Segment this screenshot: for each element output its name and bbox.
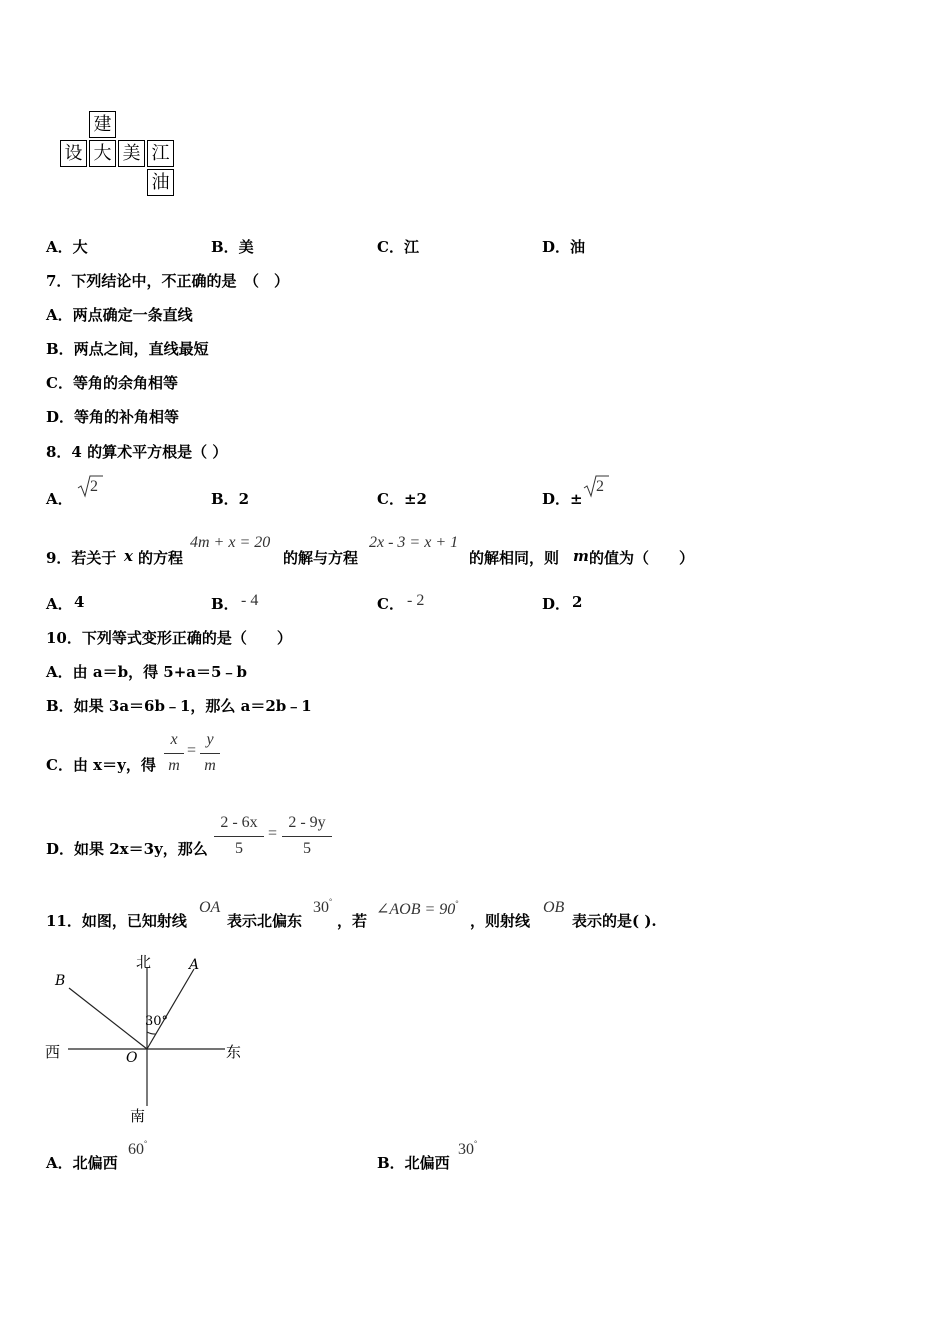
- q6-option-c: C．江: [377, 238, 419, 256]
- net-cell-she: 设: [60, 140, 87, 167]
- q10-option-c-label: C．由 x＝y，得: [46, 756, 156, 774]
- q10-d-frac1-den: 5: [235, 840, 243, 857]
- q9-option-a-value: 4: [74, 593, 85, 611]
- fraction-bar: [214, 836, 264, 837]
- q9-var-m: m: [573, 547, 589, 565]
- q11-stem-part1: 11．如图，已知射线: [46, 912, 187, 930]
- q9-stem-part3: 的解与方程: [283, 549, 359, 567]
- q8-option-c: C．±2: [377, 490, 427, 508]
- q7-option-c: C．等角的余角相等: [46, 374, 178, 392]
- q9-option-b-value: - 4: [241, 592, 259, 609]
- diagram-west-label: 西: [45, 1043, 61, 1061]
- q9-equation-2: 2x - 3 = x + 1: [369, 534, 459, 551]
- q7-option-d: D．等角的补角相等: [46, 408, 180, 426]
- q10-c-frac2-den: m: [204, 757, 216, 774]
- q9-option-b-label: B．: [211, 595, 239, 613]
- q6-option-d: D．油: [542, 238, 586, 256]
- q11-stem-part2: 表示北偏东: [227, 912, 303, 930]
- q7-stem: 7．下列结论中，不正确的是 （ ）: [46, 272, 289, 290]
- fraction-bar: [282, 836, 332, 837]
- q10-d-equals: =: [268, 825, 278, 842]
- q9-stem-part4: 的解相同，则: [469, 549, 560, 567]
- fraction-bar: [164, 753, 184, 754]
- net-cell-you: 油: [147, 169, 174, 196]
- q10-c-frac1-den: m: [168, 757, 180, 774]
- q11-option-b-label: B．北偏西: [377, 1154, 450, 1172]
- q8-stem: 8．4 的算术平方根是（ ）: [46, 443, 228, 461]
- q10-c-equals: =: [187, 742, 197, 759]
- net-cell-jiang: 江: [147, 140, 174, 167]
- q8-option-a-label: A．: [46, 490, 73, 508]
- fraction-bar: [200, 753, 220, 754]
- diagram-east-label: 东: [226, 1043, 242, 1061]
- q10-d-frac1-num: 2 - 6x: [220, 814, 258, 831]
- q9-stem-part2: 的方程: [138, 549, 184, 567]
- q8-option-b: B．2: [211, 490, 250, 508]
- q10-option-a: A．由 a＝b，得 5+a＝5﹣b: [46, 663, 247, 681]
- ray-ob: [69, 988, 147, 1049]
- diagram-south-label: 南: [130, 1107, 146, 1125]
- q9-stem-part1: 9．若关于: [46, 549, 117, 567]
- net-cell-da: 大: [89, 140, 116, 167]
- q11-stem-part3: ，若: [337, 912, 368, 930]
- q11-option-a-label: A．北偏西: [46, 1154, 118, 1172]
- q9-var-x: x: [124, 547, 133, 565]
- q6-option-a: A．大: [46, 238, 88, 256]
- q11-stem-part4: ，则射线: [470, 912, 531, 930]
- q9-option-d-value: 2: [572, 593, 583, 611]
- q8-option-d-label: D．±: [542, 490, 583, 508]
- q11-ray-oa: OA: [199, 899, 221, 916]
- q8-option-d-value: 2: [596, 478, 604, 495]
- q10-c-frac2-num: y: [206, 731, 214, 748]
- diagram-point-o: O: [126, 1050, 138, 1066]
- q9-stem-part5: 的值为（ ）: [589, 549, 695, 567]
- net-cell-mei: 美: [118, 140, 145, 167]
- q9-option-c-label: C．: [377, 595, 404, 613]
- q10-option-d-label: D．如果 2x＝3y，那么: [46, 840, 208, 858]
- q11-angle-30: 30°: [313, 897, 333, 916]
- q11-ray-ob: OB: [543, 899, 565, 916]
- q9-option-c-value: - 2: [407, 592, 425, 609]
- diagram-angle-label: 30°: [145, 1014, 169, 1029]
- q11-option-a-value: 60°: [128, 1139, 148, 1158]
- q10-d-frac2-num: 2 - 9y: [288, 814, 326, 831]
- angle-arc: [147, 1032, 156, 1034]
- q10-c-frac1-num: x: [170, 731, 178, 748]
- q7-option-a: A．两点确定一条直线: [46, 306, 193, 324]
- q9-equation-1: 4m + x = 20: [190, 534, 271, 551]
- q11-option-b-value: 30°: [458, 1139, 478, 1158]
- q10-stem: 10．下列等式变形正确的是（ ）: [46, 629, 292, 647]
- diagram-point-a: A: [189, 957, 200, 973]
- q8-option-a-value: 2: [90, 478, 98, 495]
- ray-oa: [147, 969, 194, 1049]
- q11-stem-part5: 表示的是( ).: [572, 912, 657, 930]
- q7-option-b: B．两点之间，直线最短: [46, 340, 209, 358]
- q9-option-d-label: D．: [542, 595, 571, 613]
- q6-option-b: B．美: [211, 238, 254, 256]
- q10-option-b: B．如果 3a＝6b﹣1，那么 a＝2b﹣1: [46, 697, 312, 715]
- compass-diagram: [40, 948, 250, 1128]
- q10-d-frac2-den: 5: [303, 840, 311, 857]
- diagram-point-b: B: [55, 973, 66, 989]
- q9-option-a-label: A．: [46, 595, 73, 613]
- q11-condition: ∠AOB = 90°: [376, 899, 459, 918]
- net-cell-jian: 建: [89, 111, 116, 138]
- diagram-north-label: 北: [136, 953, 152, 971]
